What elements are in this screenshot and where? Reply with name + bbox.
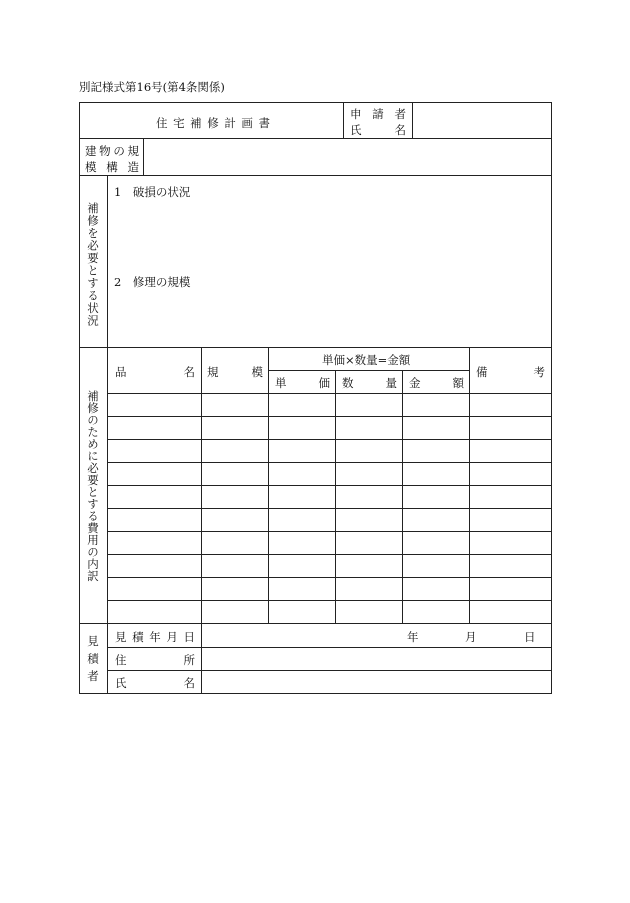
document-title: 住 宅 補 修 計 画 書 (156, 116, 270, 130)
estimate-date-day-unit: 日 (524, 630, 536, 644)
divider (107, 647, 552, 648)
damage-status-label: 1 破損の状況 (114, 185, 191, 199)
estimator-address-label: 住 所 (115, 653, 195, 667)
header-unit-price: 単 価 (275, 376, 330, 390)
divider (107, 623, 108, 694)
divider (412, 102, 413, 139)
applicant-label-line1: 申 請 者 (350, 107, 406, 121)
header-formula: 単価×数量=金額 (322, 353, 411, 367)
cost-breakdown-side-label: 補修のために必要とする費用の内訳 (86, 390, 100, 582)
building-structure-label-line1: 建 物 の 規 (85, 144, 139, 158)
divider (107, 670, 552, 671)
header-remarks: 備 考 (476, 365, 545, 379)
estimator-side-label: 見積者 (86, 635, 100, 688)
divider (107, 175, 108, 348)
form-number: 別記様式第16号(第4条関係) (79, 80, 225, 94)
table-row (107, 531, 552, 532)
repair-scale-label: 2 修理の規模 (114, 275, 191, 289)
table-row (107, 393, 552, 394)
header-amount: 金 額 (409, 376, 464, 390)
header-quantity: 数 量 (342, 376, 397, 390)
divider (201, 623, 202, 694)
repair-need-section (79, 175, 552, 348)
table-row (107, 577, 552, 578)
header-spec: 規 模 (207, 365, 263, 379)
table-row (107, 485, 552, 486)
estimate-date-year-unit: 年 (407, 630, 419, 644)
estimate-date-month-unit: 月 (465, 630, 477, 644)
building-structure-field[interactable] (145, 140, 550, 174)
table-row (107, 462, 552, 463)
estimator-name-label: 氏 名 (115, 676, 195, 690)
building-structure-label-line2: 模 構 造 (85, 160, 139, 174)
header-item-name: 品 名 (115, 365, 195, 379)
table-row (107, 439, 552, 440)
repair-need-side-label: 補修を必要とする状況 (86, 202, 100, 327)
table-row (107, 554, 552, 555)
divider (343, 102, 344, 139)
divider (335, 370, 336, 624)
applicant-label-line2: 氏 名 (350, 123, 406, 137)
divider (143, 138, 144, 176)
table-row (107, 600, 552, 601)
estimate-date-label: 見 積 年 月 日 (115, 630, 195, 644)
table-row (107, 508, 552, 509)
table-row (107, 416, 552, 417)
divider (268, 370, 469, 371)
divider (402, 370, 403, 624)
applicant-name-field[interactable] (414, 104, 550, 137)
